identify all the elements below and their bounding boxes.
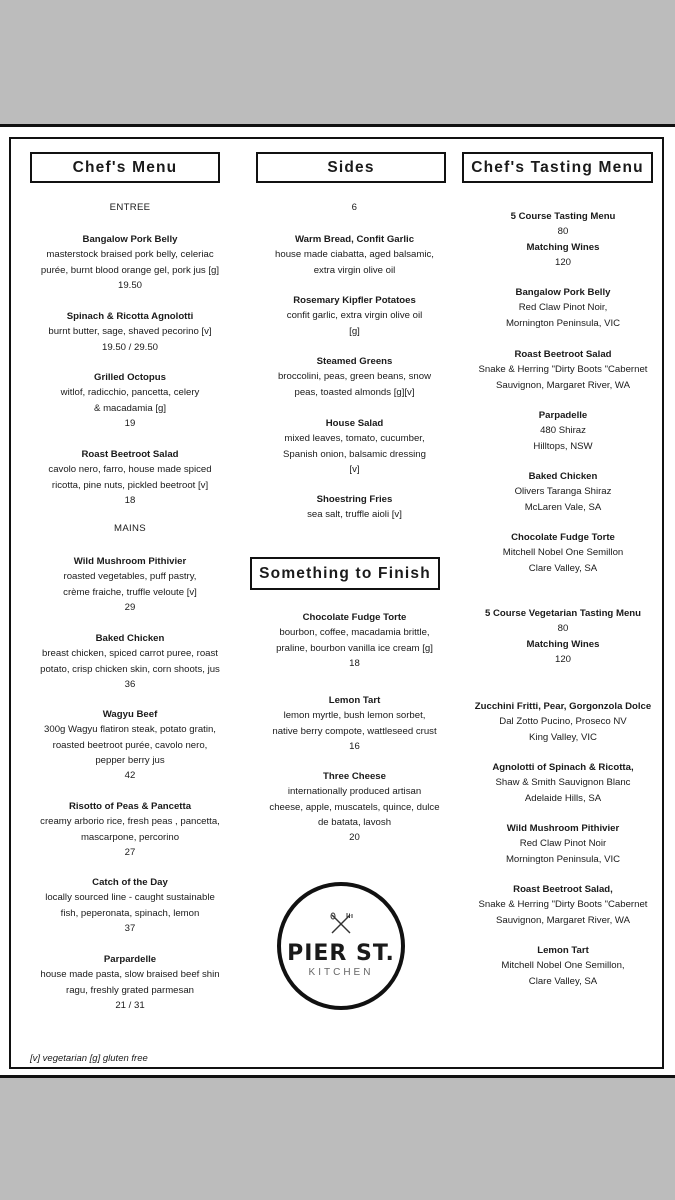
menu-item: [463, 699, 663, 745]
menu-item-line: & macadamia [g]: [94, 402, 166, 414]
pier-st-logo: [277, 882, 405, 1010]
sides-header: Sides: [256, 152, 446, 183]
menu-item-line: 80: [557, 226, 569, 238]
menu-item-line: Red Claw Pinot Noir,: [518, 302, 608, 314]
menu-item: [252, 769, 457, 845]
menu-item-line: King Valley, VIC: [529, 731, 597, 743]
menu-item: [463, 821, 663, 867]
menu-item-line: Mornington Peninsula, VIC: [505, 853, 621, 865]
menu-item-line: MAINS: [114, 523, 146, 534]
menu-item: [252, 416, 457, 477]
menu-item-line: 5 Course Tasting Menu: [510, 211, 616, 222]
menu-item-name: Steamed Greens: [316, 356, 393, 367]
menu-item-line: 6: [351, 202, 358, 213]
finish-header: Something to Finish: [250, 557, 440, 590]
menu-item-line: 5 Course Vegetarian Tasting Menu: [484, 608, 642, 619]
menu-item: [25, 707, 235, 783]
menu-item-name: Spinach & Ricotta Agnolotti: [66, 311, 194, 322]
menu-item-name: Agnolotti of Spinach & Ricotta,: [492, 762, 634, 773]
menu-item-line: roasted beetroot purée, cavolo nero,: [52, 739, 208, 751]
menu-item-line: roasted vegetables, puff pastry,: [63, 571, 197, 583]
menu-item: [463, 760, 663, 806]
menu-item: [252, 293, 457, 339]
menu-item-line: native berry compote, wattleseed crust: [272, 725, 437, 737]
menu-item-name: Bangalow Pork Belly: [82, 234, 178, 245]
menu-item-line: Matching Wines: [526, 241, 600, 253]
menu-item-line: Dal Zotto Pucino, Proseco NV: [499, 716, 627, 728]
menu-item-line: Sauvignon, Margaret River, WA: [495, 379, 630, 391]
menu-item: [463, 943, 663, 989]
menu-item-line: peas, toasted almonds [g][v]: [294, 386, 415, 398]
menu-item-line: 480 Shiraz: [540, 425, 586, 437]
menu-item-line: de batata, lavosh: [317, 816, 392, 828]
menu-item-line: house made pasta, slow braised beef shin: [40, 969, 220, 981]
menu-item: [25, 554, 235, 615]
menu-item: [252, 354, 457, 400]
menu-item-line: Adelaide Hills, SA: [524, 792, 602, 804]
menu-item-name: Chocolate Fudge Torte: [302, 612, 407, 623]
menu-item-line: ragu, freshly grated parmesan: [66, 984, 194, 996]
menu-item-name: Bangalow Pork Belly: [515, 287, 611, 298]
menu-item-line: Clare Valley, SA: [528, 975, 598, 987]
menu-item-name: Lemon Tart: [537, 945, 589, 956]
menu-item-line: cheese, apple, muscatels, quince, dulce: [269, 801, 440, 813]
menu-item-line: [g]: [349, 325, 360, 337]
menu-item-line: 18: [124, 494, 136, 506]
menu-item-line: Red Claw Pinot Noir: [519, 838, 607, 850]
menu-item-name: Parpadelle: [538, 410, 588, 421]
menu-item: [25, 232, 235, 293]
menu-item-line: witlof, radicchio, pancetta, celery: [60, 387, 200, 399]
menu-item-line: crème fraiche, truffle veloute [v]: [63, 586, 197, 598]
menu-item-line: Shaw & Smith Sauvignon Blanc: [495, 777, 631, 789]
menu-item-line: Clare Valley, SA: [528, 562, 598, 574]
menu-item: [463, 882, 663, 928]
menu-item-line: internationally produced artisan: [287, 786, 422, 798]
menu-item-line: breast chicken, spiced carrot puree, roast: [42, 648, 218, 660]
menu-item-line: 29: [124, 601, 136, 613]
menu-item-line: 120: [554, 653, 571, 665]
menu-item-line: Mornington Peninsula, VIC: [505, 317, 621, 329]
menu-frame: [9, 137, 664, 1069]
menu-item-line: masterstock braised pork belly, celeriac: [46, 249, 214, 261]
menu-item: [463, 285, 663, 331]
fork-knife-icon: [329, 912, 353, 936]
menu-item: [25, 952, 235, 1013]
menu-item-line: Snake & Herring "Dirty Boots "Cabernet: [478, 364, 648, 376]
menu-item-line: ENTREE: [109, 202, 151, 213]
menu-item-line: 19: [124, 417, 136, 429]
menu-item-line: burnt butter, sage, shaved pecorino [v]: [48, 326, 212, 338]
menu-item-name: Roast Beetroot Salad: [81, 449, 179, 460]
menu-item-line: Mitchell Nobel One Semillon: [502, 547, 624, 559]
menu-item: [25, 875, 235, 936]
menu-item-name: House Salad: [325, 418, 384, 429]
menu-sheet: [0, 124, 675, 1078]
menu-item-line: mixed leaves, tomato, cucumber,: [284, 433, 425, 445]
menu-item-line: 300g Wagyu flatiron steak, potato gratin,: [44, 724, 216, 736]
menu-item-line: sea salt, truffle aioli [v]: [307, 509, 402, 521]
menu-item-name: Baked Chicken: [528, 471, 598, 482]
menu-item-line: fish, peperonata, spinach, lemon: [60, 907, 200, 919]
menu-item-line: bourbon, coffee, macadamia brittle,: [279, 627, 430, 639]
menu-item-line: broccolini, peas, green beans, snow: [277, 371, 432, 383]
menu-item: [252, 492, 457, 523]
menu-item: [463, 530, 663, 576]
menu-item-name: Baked Chicken: [95, 633, 165, 644]
menu-item-line: Matching Wines: [526, 638, 600, 650]
menu-item-name: Three Cheese: [323, 771, 386, 782]
section-label: [252, 202, 457, 213]
menu-item-line: 16: [349, 740, 360, 752]
menu-item-line: Olivers Taranga Shiraz: [514, 486, 612, 498]
logo-name: PIER ST.: [287, 941, 395, 966]
menu-item-name: Roast Beetroot Salad,: [513, 884, 613, 895]
menu-item-line: pepper berry jus: [95, 754, 165, 766]
menu-item-line: 27: [124, 846, 136, 858]
menu-item: [25, 447, 235, 508]
menu-item-line: creamy arborio rice, fresh peas , pancetta,: [40, 816, 220, 828]
menu-item-line: 120: [554, 256, 571, 268]
menu-item: [252, 610, 457, 671]
menu-item-name: Wild Mushroom Pithivier: [73, 556, 187, 567]
menu-item-line: potato, crisp chicken skin, corn shoots, jus: [40, 663, 220, 675]
menu-item-line: 21 / 31: [115, 999, 145, 1011]
menu-item-line: Spanish onion, balsamic dressing: [283, 448, 426, 460]
menu-item: [463, 408, 663, 454]
menu-item-line: ricotta, pine nuts, pickled beetroot [v]: [51, 479, 209, 491]
menu-item-line: [v]: [349, 463, 360, 475]
menu-item: [463, 347, 663, 393]
menu-item-line: 80: [557, 623, 569, 635]
section-label: [25, 523, 235, 534]
menu-item: [463, 469, 663, 515]
menu-item-name: Roast Beetroot Salad: [514, 349, 612, 360]
menu-item-name: Rosemary Kipfler Potatoes: [293, 295, 416, 306]
menu-item-line: locally sourced line - caught sustainable: [45, 892, 215, 904]
chefs-menu-header: Chef's Menu: [30, 152, 220, 183]
dietary-footnote: [v] vegetarian [g] gluten free: [30, 1053, 148, 1064]
menu-item: [25, 799, 235, 860]
menu-item-name: Risotto of Peas & Pancetta: [68, 801, 192, 812]
menu-item-name: Catch of the Day: [92, 877, 168, 888]
menu-item-name: Warm Bread, Confit Garlic: [294, 234, 415, 245]
section-label: [25, 202, 235, 213]
menu-item-name: Shoestring Fries: [316, 494, 393, 505]
menu-item: [252, 693, 457, 754]
menu-item-line: mascarpone, percorino: [80, 831, 180, 843]
menu-item-line: 19.50: [117, 279, 142, 291]
menu-item-line: praline, bourbon vanilla ice cream [g]: [276, 642, 433, 654]
menu-item-name: Zucchini Fritti, Pear, Gorgonzola Dolce: [474, 701, 652, 712]
menu-item-line: 42: [124, 770, 136, 782]
menu-item: [252, 232, 457, 278]
menu-item: [25, 309, 235, 355]
menu-item-line: Hilltops, NSW: [533, 440, 593, 452]
menu-item-name: Lemon Tart: [328, 695, 381, 706]
menu-item: [25, 370, 235, 431]
menu-item: [463, 606, 663, 667]
menu-item: [463, 209, 663, 270]
menu-item-name: Parpardelle: [103, 954, 157, 965]
menu-item-name: Grilled Octopus: [94, 372, 166, 383]
logo-subtitle: KITCHEN: [308, 967, 374, 978]
menu-item-line: 18: [349, 657, 360, 669]
menu-item-line: Snake & Herring "Dirty Boots "Cabernet: [478, 899, 648, 911]
menu-item-line: purée, burnt blood orange gel, pork jus [g]: [40, 264, 220, 276]
menu-item-line: confit garlic, extra virgin olive oil: [286, 310, 423, 322]
menu-item-line: lemon myrtle, bush lemon sorbet,: [283, 710, 426, 722]
tasting-menu-header: Chef's Tasting Menu: [462, 152, 653, 183]
menu-item-line: cavolo nero, farro, house made spiced: [48, 464, 212, 476]
menu-item-line: 36: [124, 678, 136, 690]
menu-item-line: Mitchell Nobel One Semillon,: [501, 960, 625, 972]
menu-item-name: Wagyu Beef: [102, 709, 158, 720]
menu-item-line: 37: [124, 922, 136, 934]
menu-item-line: 20: [349, 832, 360, 844]
menu-item-line: extra virgin olive oil: [313, 264, 396, 276]
menu-item-line: McLaren Vale, SA: [524, 501, 602, 513]
menu-item-line: Sauvignon, Margaret River, WA: [495, 914, 630, 926]
menu-item-name: Chocolate Fudge Torte: [511, 532, 615, 543]
menu-item-name: Wild Mushroom Pithivier: [506, 823, 620, 834]
menu-item-line: house made ciabatta, aged balsamic,: [275, 249, 434, 261]
menu-item: [25, 631, 235, 692]
menu-item-line: 19.50 / 29.50: [101, 341, 158, 353]
